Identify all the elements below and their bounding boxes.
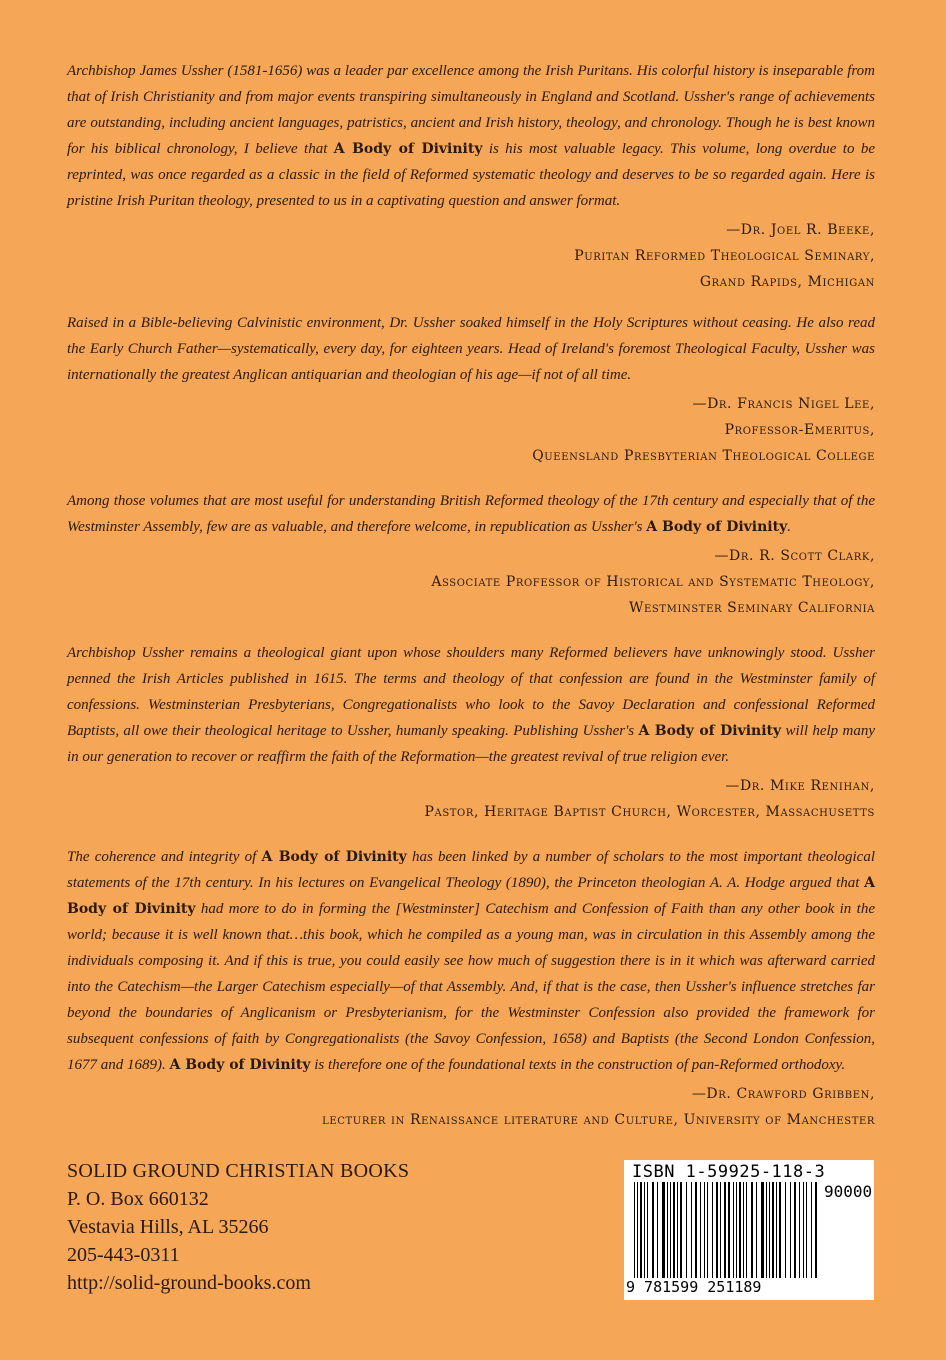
endorsement-text bbox=[67, 640, 875, 770]
attribution-line: Grand Rapids, Michigan bbox=[699, 274, 875, 290]
barcode-bar bbox=[667, 1182, 668, 1278]
attribution-line: —Dr. Crawford Gribben, bbox=[691, 1086, 875, 1102]
endorsement-attribution bbox=[67, 773, 875, 825]
publisher-info bbox=[67, 1157, 409, 1297]
publisher-url[interactable]: http://solid-ground-books.com bbox=[67, 1272, 311, 1294]
barcode-bar bbox=[794, 1182, 796, 1278]
ean-number: 9 781599 251189 bbox=[626, 1278, 762, 1296]
endorsement-attribution bbox=[67, 391, 875, 469]
endorsement bbox=[67, 310, 875, 488]
barcode-bar bbox=[746, 1182, 747, 1278]
barcode-bar bbox=[728, 1182, 730, 1278]
barcode-bar bbox=[803, 1182, 804, 1278]
barcode-bar bbox=[700, 1182, 701, 1278]
barcode-bar bbox=[779, 1182, 781, 1278]
quote-segment: Raised in a Bible-believing Calvinistic environment, Dr. Ussher soaked himself in the Holy Scriptures without ceasing. He also read the Early Church Father—systematically, every day, for eighteen years. Head of Ireland's foremost Theological Faculty, Ussher was internationally the greatest Anglican antiquarian and theologian of his age—if not of all time. bbox=[67, 315, 875, 383]
endorsement-text bbox=[67, 310, 875, 388]
publisher-phone: 205-443-0311 bbox=[67, 1244, 180, 1266]
quote-segment: is therefore one of the foundational texts in the construction of pan-Reformed orthodoxy. bbox=[310, 1057, 846, 1073]
quote-segment: has been linked by a number of scholars to the most important theological statements of the 17th century. In his lectures on Evangelical Theology (1890), the Princeton theologian A. A. Hodge argued that bbox=[67, 849, 876, 891]
endorsement-text bbox=[67, 844, 875, 1078]
barcode-bar bbox=[704, 1182, 705, 1278]
quote-segment: had more to do in forming the [Westminster] Catechism and Confession of Faith than any other book in the world; because it is well known that…this book, which he compiled as a young man, was in circulation in this Assembly among the individuals composing it. And if this is true, you could easily see how much of suggestion there is in it which was afterward carried into the Catechism—the Larger Catechism especially—of that Assembly. And, if that is the case, then Ussher's influence stretches far beyond the boundaries of Anglicanism or Presbyterianism, for the Westminster Confession also provided the framework for subsequent confessions of faith by Congregationalists (the Savoy Confession, 1658) and Baptists (the Second London Confession, 1677 and 1689). bbox=[67, 901, 875, 1073]
quote-segment: The coherence and integrity of bbox=[67, 849, 262, 865]
attribution-line: Puritan Reformed Theological Seminary, bbox=[574, 248, 875, 264]
publisher-city: Vestavia Hills, AL 35266 bbox=[67, 1216, 269, 1238]
barcode-bar bbox=[811, 1182, 812, 1278]
barcode-bar bbox=[769, 1182, 770, 1278]
barcode-bar bbox=[815, 1182, 817, 1278]
barcode-bar bbox=[761, 1182, 764, 1278]
attribution-line: Associate Professor of Historical and Systematic Theology, bbox=[431, 574, 875, 590]
barcode-bar bbox=[776, 1182, 777, 1278]
quote-segment: Archbishop Ussher remains a theological giant upon whose shoulders many Reformed believers have unknowingly stood. Ussher penned the Irish Articles published in 1615. The terms and theology of that confession are found in the Westminster family of confessions. Westminsterian Presbyterians, Congregationalists who look to the Savoy Declaration and confessional Reformed Baptists, all owe their theological heritage to Ussher, humanly speaking. Publishing Ussher's bbox=[67, 645, 875, 739]
book-title: A Body of Divinity bbox=[638, 723, 782, 739]
attribution-line: —Dr. Mike Renihan, bbox=[725, 778, 875, 794]
endorsement bbox=[67, 488, 875, 640]
endorsement bbox=[67, 58, 875, 310]
barcode-bar bbox=[751, 1182, 753, 1278]
barcode-bar bbox=[743, 1182, 744, 1278]
isbn-label: ISBN 1-59925-118-3 bbox=[632, 1162, 826, 1182]
barcode-bar bbox=[644, 1182, 645, 1278]
quote-segment: is his most valuable legacy. This volume, long overdue to be reprinted, was once regarded as a classic in the field of Reformed systematic theology and deserves to be so regarded again. Here is pristine Irish Puritan theology, presented to us in a captivating question and answer format. bbox=[67, 141, 875, 209]
book-title: A Body of Divinity bbox=[333, 141, 483, 157]
attribution-line: —Dr. R. Scott Clark, bbox=[714, 548, 875, 564]
attribution-line: —Dr. Francis Nigel Lee, bbox=[692, 396, 875, 412]
book-title: A Body of Divinity bbox=[261, 849, 407, 865]
barcode-bar bbox=[733, 1182, 734, 1278]
endorsement bbox=[67, 844, 875, 1133]
quote-segment: Archbishop James Ussher (1581-1656) was a leader par excellence among the Irish Puritans. His colorful history is inseparable from that of Irish Christianity and from major events transpiring simultaneously in England and Scotland. Ussher's range of achievements are outstanding, including ancient languages, patristics, ancient and Irish history, theology, and chronology. Though he is best known for his biblical chronology, I believe that bbox=[67, 63, 875, 157]
book-title: A Body of Divinity bbox=[67, 875, 875, 917]
endorsement-text bbox=[67, 58, 875, 214]
barcode-bar bbox=[695, 1182, 697, 1278]
barcode-bar bbox=[680, 1182, 682, 1278]
barcode-bar bbox=[720, 1182, 721, 1278]
barcode-bar bbox=[790, 1182, 791, 1278]
barcode-bar bbox=[736, 1182, 737, 1278]
barcode-bar bbox=[691, 1182, 692, 1278]
barcode-bar bbox=[652, 1182, 654, 1278]
quote-segment: will help many in our generation to recover or reaffirm the faith of the Reformation—the greatest revival of true religion ever. bbox=[67, 723, 875, 765]
endorsement bbox=[67, 640, 875, 844]
barcode-bar bbox=[766, 1182, 767, 1278]
book-title: A Body of Divinity bbox=[169, 1057, 311, 1073]
endorsement-attribution bbox=[67, 1081, 875, 1133]
barcode-bar bbox=[712, 1182, 713, 1278]
publisher-po-box: P. O. Box 660132 bbox=[67, 1188, 209, 1210]
attribution-line: Professor-Emeritus, bbox=[724, 422, 875, 438]
barcode-bar bbox=[739, 1182, 741, 1278]
barcode-bar bbox=[799, 1182, 800, 1278]
barcode-bar bbox=[662, 1182, 665, 1278]
barcode-bar bbox=[756, 1182, 757, 1278]
barcode-bar bbox=[772, 1182, 774, 1278]
endorsement-attribution bbox=[67, 217, 875, 295]
barcode-bar bbox=[637, 1182, 638, 1278]
barcode-bar bbox=[657, 1182, 658, 1278]
quote-segment: . bbox=[787, 519, 791, 535]
barcode-bar bbox=[785, 1182, 786, 1278]
attribution-line: Queensland Presbyterian Theological College bbox=[532, 448, 875, 464]
book-title: A Body of Divinity bbox=[646, 519, 788, 535]
barcode-bar bbox=[647, 1182, 648, 1278]
barcode-bar bbox=[716, 1182, 718, 1278]
endorsements bbox=[67, 58, 875, 1133]
quote-segment: Among those volumes that are most useful for understanding British Reformed theology of the 17th century and especially that of the Westminster Assembly, few are as valuable, and therefore welcome, in republication as Ussher's bbox=[67, 493, 875, 535]
endorsement-text bbox=[67, 488, 875, 540]
attribution-line: Pastor, Heritage Baptist Church, Worcester, Massachusetts bbox=[424, 804, 875, 820]
barcode-bar bbox=[707, 1182, 708, 1278]
barcode-bar bbox=[677, 1182, 678, 1278]
endorsement-attribution bbox=[67, 543, 875, 621]
barcode-bar bbox=[724, 1182, 726, 1278]
barcode-bars bbox=[634, 1182, 818, 1278]
attribution-line: —Dr. Joel R. Beeke, bbox=[726, 222, 875, 238]
barcode-bar bbox=[670, 1182, 671, 1278]
price-code: 90000 bbox=[824, 1182, 873, 1201]
isbn-barcode bbox=[624, 1160, 874, 1300]
attribution-line: lecturer in Renaissance literature and Culture, University of Manchester bbox=[322, 1112, 875, 1128]
barcode-bar bbox=[673, 1182, 675, 1278]
barcode-bar bbox=[686, 1182, 687, 1278]
barcode-bar bbox=[634, 1182, 635, 1278]
barcode-bar bbox=[640, 1182, 642, 1278]
barcode-bar bbox=[806, 1182, 807, 1278]
publisher-name: SOLID GROUND CHRISTIAN BOOKS bbox=[67, 1160, 410, 1182]
attribution-line: Westminster Seminary California bbox=[629, 600, 875, 616]
